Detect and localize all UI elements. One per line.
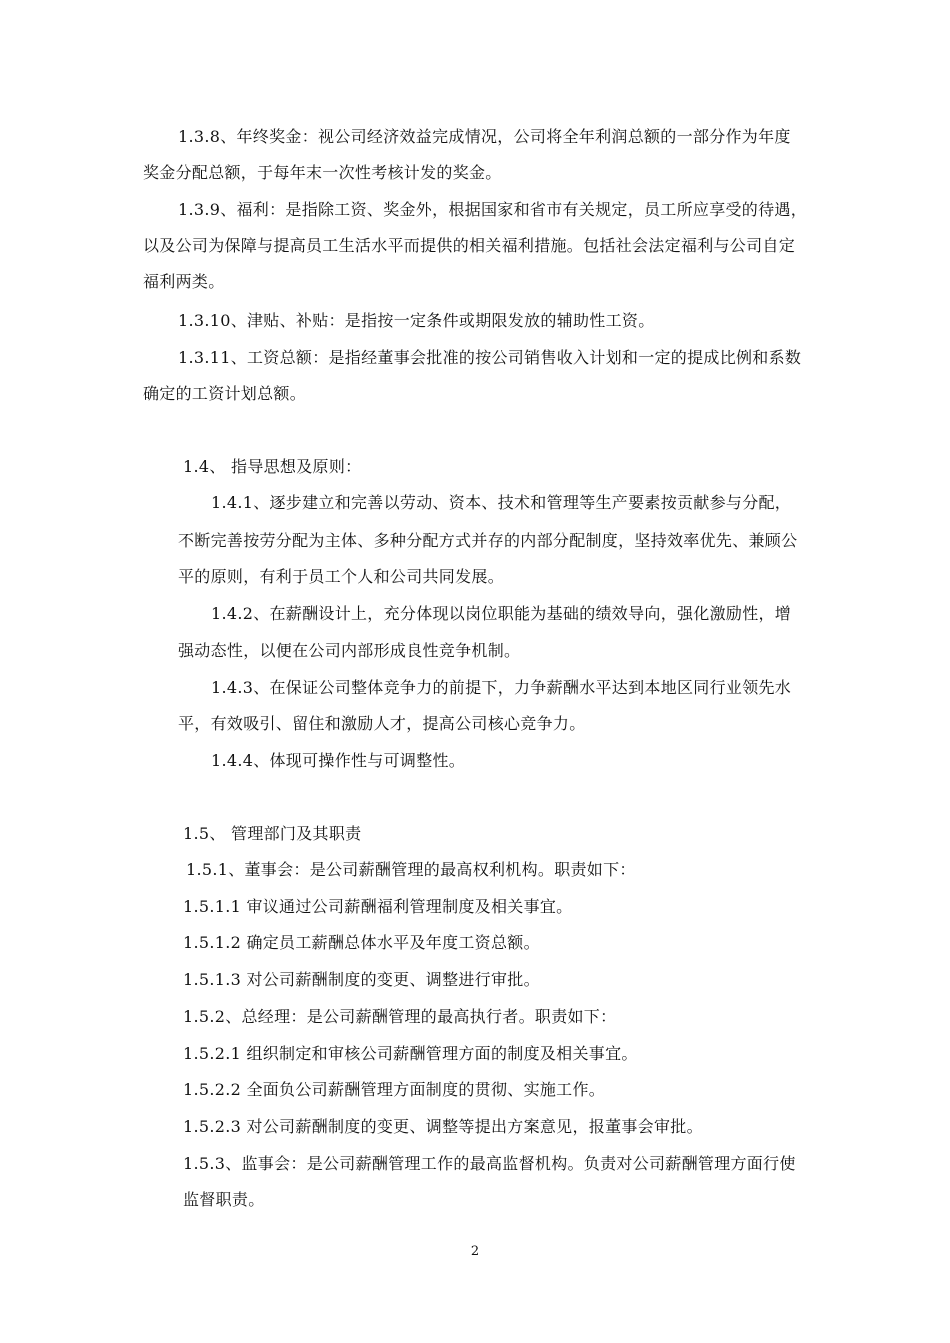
- text-line: 1.5.2.3 对公司薪酬制度的变更、调整等提出方案意见，报董事会审批。: [183, 1117, 703, 1136]
- text-line: 奖金分配总额，于每年末一次性考核计发的奖金。: [143, 163, 502, 182]
- section-heading: 1.5、 管理部门及其职责: [183, 824, 362, 843]
- text-line: 福利两类。: [143, 272, 225, 291]
- text-line: 1.4.1、逐步建立和完善以劳动、资本、技术和管理等生产要素按贡献参与分配，: [211, 493, 792, 512]
- section-heading: 1.4、 指导思想及原则：: [183, 457, 362, 476]
- text-line: 1.5.2.1 组织制定和审核公司薪酬管理方面的制度及相关事宜。: [183, 1044, 638, 1063]
- text-line: 以及公司为保障与提高员工生活水平而提供的相关福利措施。包括社会法定福利与公司自定: [143, 236, 796, 255]
- page-number: 2: [470, 1244, 480, 1259]
- text-line: 平的原则，有利于员工个人和公司共同发展。: [178, 567, 505, 586]
- text-line: 1.5.2.2 全面负公司薪酬管理方面制度的贯彻、实施工作。: [183, 1080, 606, 1099]
- text-line: 1.3.10、津贴、补贴：是指按一定条件或期限发放的辅助性工资。: [178, 311, 655, 330]
- text-line: 1.5.2、总经理：是公司薪酬管理的最高执行者。职责如下：: [183, 1007, 617, 1026]
- text-line: 监督职责。: [183, 1190, 265, 1209]
- text-line: 平，有效吸引、留住和激励人才，提高公司核心竞争力。: [178, 714, 586, 733]
- text-line: 1.4.2、在薪酬设计上，充分体现以岗位职能为基础的绩效导向，强化激励性，增: [211, 604, 792, 623]
- text-line: 确定的工资计划总额。: [143, 384, 307, 403]
- text-line: 1.5.1.3 对公司薪酬制度的变更、调整进行审批。: [183, 970, 540, 989]
- text-line: 1.4.3、在保证公司整体竞争力的前提下，力争薪酬水平达到本地区同行业领先水: [211, 678, 792, 697]
- text-line: 1.5.1.1 审议通过公司薪酬福利管理制度及相关事宜。: [183, 897, 573, 916]
- text-line: 强动态性，以便在公司内部形成良性竞争机制。: [178, 641, 521, 660]
- text-line: 不断完善按劳分配为主体、多种分配方式并存的内部分配制度，坚持效率优先、兼顾公: [178, 531, 798, 550]
- text-line: 1.3.9、福利：是指除工资、奖金外，根据国家和省市有关规定，员工所应享受的待遇，: [178, 200, 808, 219]
- text-line: 1.3.11、工资总额：是指经董事会批准的按公司销售收入计划和一定的提成比例和系数: [178, 348, 802, 367]
- text-line: 1.3.8、年终奖金：视公司经济效益完成情况，公司将全年利润总额的一部分作为年度: [178, 127, 791, 146]
- text-line: 1.5.3、监事会：是公司薪酬管理工作的最高监督机构。负责对公司薪酬管理方面行使: [183, 1154, 796, 1173]
- text-line: 1.5.1.2 确定员工薪酬总体水平及年度工资总额。: [183, 933, 540, 952]
- text-line: 1.4.4、体现可操作性与可调整性。: [211, 751, 466, 770]
- text-line: 1.5.1、董事会：是公司薪酬管理的最高权利机构。职责如下：: [186, 860, 636, 879]
